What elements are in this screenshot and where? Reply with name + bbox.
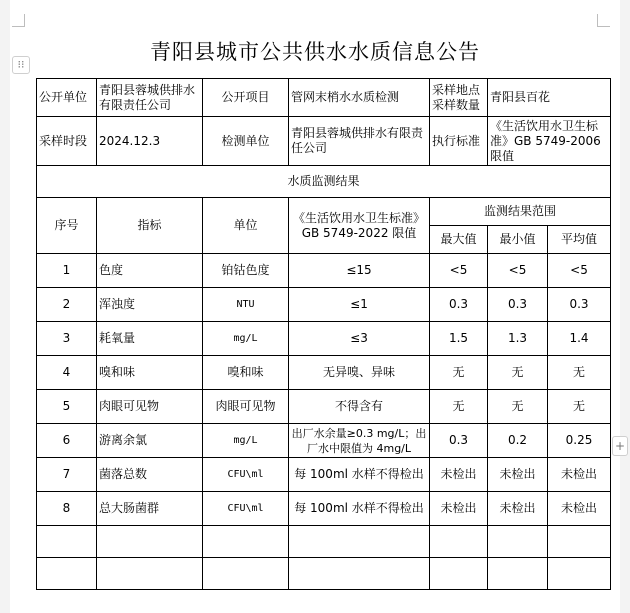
sampling-site-value[interactable]: 青阳县百花 — [488, 79, 611, 117]
table-row — [37, 390, 611, 424]
row-min: 0.2 — [488, 424, 548, 458]
section-row — [37, 166, 611, 198]
row-max: 未检出 — [430, 458, 488, 492]
table-row — [37, 492, 611, 526]
row-avg: 未检出 — [548, 458, 611, 492]
sampling-period-label: 采样时段 — [37, 117, 97, 166]
row-index: 3 — [37, 322, 97, 356]
col-header-min: 最小值 — [488, 226, 548, 254]
row-min: 0.3 — [488, 288, 548, 322]
row-indicator: 肉眼可见物 — [97, 390, 203, 424]
empty-cell[interactable] — [203, 526, 289, 558]
col-header-indicator: 指标 — [97, 198, 203, 254]
row-unit: NTU — [203, 288, 289, 322]
testing-unit-value[interactable]: 青阳县蓉城供排水有限责任公司 — [289, 117, 430, 166]
publisher-label: 公开单位 — [37, 79, 97, 117]
col-header-unit: 单位 — [203, 198, 289, 254]
table-row — [37, 356, 611, 390]
row-min: 未检出 — [488, 458, 548, 492]
row-max: <5 — [430, 254, 488, 288]
row-unit: 肉眼可见物 — [203, 390, 289, 424]
row-indicator: 浑浊度 — [97, 288, 203, 322]
row-unit: 嗅和味 — [203, 356, 289, 390]
header-row-1 — [37, 79, 611, 117]
col-header-max: 最大值 — [430, 226, 488, 254]
testing-unit-label: 检测单位 — [203, 117, 289, 166]
row-indicator: 色度 — [97, 254, 203, 288]
empty-cell[interactable] — [289, 558, 430, 590]
row-standard: ≤15 — [289, 254, 430, 288]
col-header-index: 序号 — [37, 198, 97, 254]
empty-cell[interactable] — [488, 526, 548, 558]
standard-value[interactable]: 《生活饮用水卫生标准》GB 5749-2006 限值 — [488, 117, 611, 166]
empty-cell[interactable] — [97, 526, 203, 558]
row-avg: 无 — [548, 390, 611, 424]
row-max: 无 — [430, 356, 488, 390]
empty-cell[interactable] — [37, 526, 97, 558]
table-row — [37, 424, 611, 458]
row-min: <5 — [488, 254, 548, 288]
empty-row — [37, 558, 611, 590]
row-avg: 1.4 — [548, 322, 611, 356]
row-avg: 0.25 — [548, 424, 611, 458]
row-unit: CFU\ml — [203, 458, 289, 492]
document-title: 青阳县城市公共供水水质信息公告 — [150, 40, 480, 64]
sampling-site-label: 采样地点采样数量 — [430, 79, 488, 117]
row-unit: mg/L — [203, 424, 289, 458]
row-standard: 每 100ml 水样不得检出 — [289, 492, 430, 526]
publisher-value[interactable]: 青阳县蓉城供排水有限责任公司 — [97, 79, 203, 117]
table-row — [37, 254, 611, 288]
row-min: 未检出 — [488, 492, 548, 526]
row-unit: 铂钴色度 — [203, 254, 289, 288]
col-header-avg: 平均值 — [548, 226, 611, 254]
table-row — [37, 288, 611, 322]
header-row-2 — [37, 117, 611, 166]
column-header-row-1 — [37, 198, 611, 226]
water-quality-table — [36, 78, 611, 590]
empty-cell[interactable] — [488, 558, 548, 590]
empty-cell[interactable] — [548, 558, 611, 590]
row-avg: 0.3 — [548, 288, 611, 322]
add-column-icon[interactable]: + — [612, 436, 628, 456]
empty-row — [37, 526, 611, 558]
row-indicator: 菌落总数 — [97, 458, 203, 492]
standard-label: 执行标准 — [430, 117, 488, 166]
row-standard: 无异嗅、异味 — [289, 356, 430, 390]
row-indicator: 总大肠菌群 — [97, 492, 203, 526]
row-max: 无 — [430, 390, 488, 424]
row-index: 7 — [37, 458, 97, 492]
row-standard: 不得含有 — [289, 390, 430, 424]
project-label: 公开项目 — [203, 79, 289, 117]
row-unit: mg/L — [203, 322, 289, 356]
row-unit: CFU\ml — [203, 492, 289, 526]
row-max: 1.5 — [430, 322, 488, 356]
col-header-standard: 《生活饮用水卫生标准》GB 5749-2022 限值 — [289, 198, 430, 254]
table-drag-handle-icon[interactable]: ⁝⁝ — [12, 56, 30, 74]
row-min: 无 — [488, 390, 548, 424]
table-row — [37, 458, 611, 492]
empty-cell[interactable] — [289, 526, 430, 558]
row-avg: <5 — [548, 254, 611, 288]
empty-cell[interactable] — [548, 526, 611, 558]
col-header-range: 监测结果范围 — [430, 198, 611, 226]
row-max: 0.3 — [430, 288, 488, 322]
row-indicator: 耗氧量 — [97, 322, 203, 356]
row-index: 8 — [37, 492, 97, 526]
row-index: 5 — [37, 390, 97, 424]
row-avg: 未检出 — [548, 492, 611, 526]
row-min: 无 — [488, 356, 548, 390]
row-index: 6 — [37, 424, 97, 458]
row-indicator: 游离余氯 — [97, 424, 203, 458]
empty-cell[interactable] — [97, 558, 203, 590]
sampling-period-value[interactable]: 2024.12.3 — [97, 117, 203, 166]
row-standard: ≤1 — [289, 288, 430, 322]
margin-corner-mark-top-left — [12, 14, 25, 27]
section-title: 水质监测结果 — [37, 166, 611, 198]
project-value[interactable]: 管网末梢水水质检测 — [289, 79, 430, 117]
row-avg: 无 — [548, 356, 611, 390]
row-index: 2 — [37, 288, 97, 322]
row-min: 1.3 — [488, 322, 548, 356]
page-gutter-right — [620, 0, 630, 613]
table-row — [37, 322, 611, 356]
row-index: 1 — [37, 254, 97, 288]
row-max: 未检出 — [430, 492, 488, 526]
empty-cell[interactable] — [430, 558, 488, 590]
empty-cell[interactable] — [203, 558, 289, 590]
row-max: 0.3 — [430, 424, 488, 458]
row-standard: 出厂水余量≥0.3 mg/L；出厂水中限值为 4mg/L — [289, 424, 430, 458]
empty-cell[interactable] — [430, 526, 488, 558]
margin-corner-mark-top-right — [597, 14, 610, 27]
page-gutter-left — [0, 0, 10, 613]
row-standard: 每 100ml 水样不得检出 — [289, 458, 430, 492]
row-standard: ≤3 — [289, 322, 430, 356]
empty-cell[interactable] — [37, 558, 97, 590]
row-indicator: 嗅和味 — [97, 356, 203, 390]
row-index: 4 — [37, 356, 97, 390]
